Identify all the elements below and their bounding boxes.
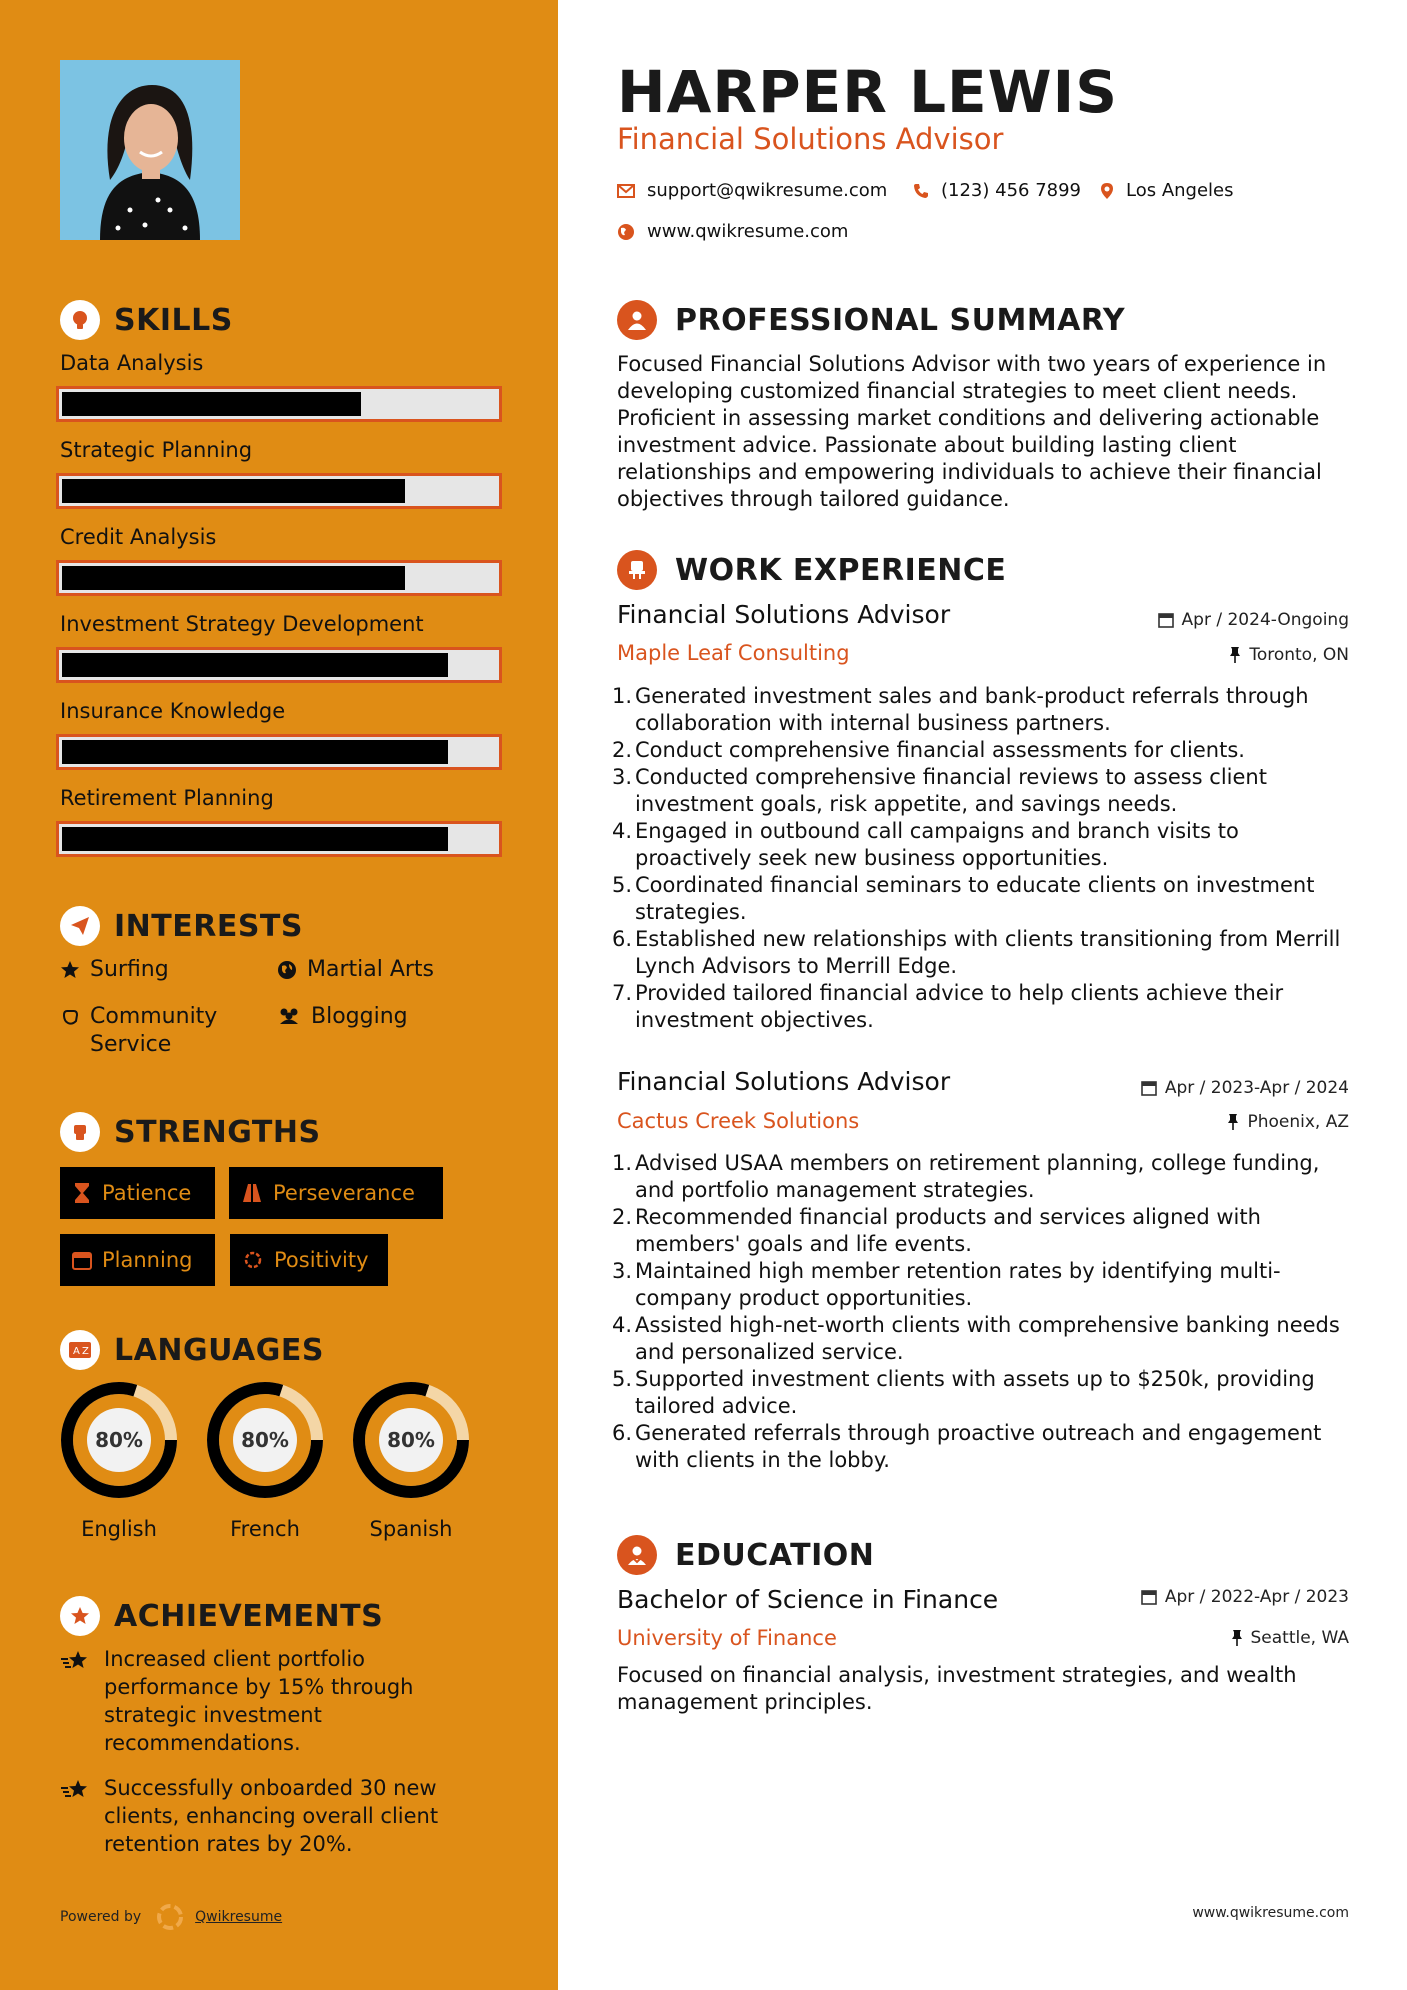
calendar-icon bbox=[1141, 1589, 1157, 1605]
skill-label: Strategic Planning bbox=[60, 438, 253, 462]
candidate-name: HARPER LEWIS bbox=[617, 58, 1118, 126]
language-percent: 80% bbox=[387, 1428, 435, 1452]
contact-location: Los Angeles bbox=[1100, 180, 1234, 201]
bullet-number: 2. bbox=[612, 738, 633, 762]
sidebar bbox=[0, 0, 558, 1990]
job-bullet bbox=[612, 1258, 1352, 1312]
skills-heading: SKILLS bbox=[60, 300, 233, 340]
language-icon bbox=[60, 1330, 100, 1370]
job-bullet bbox=[612, 764, 1352, 818]
bullet-text: Supported investment clients with assets up to $250k, providing tailored advice. bbox=[635, 1367, 1315, 1418]
job-bullet bbox=[612, 926, 1352, 980]
bullet-number: 6. bbox=[612, 927, 633, 951]
language-label: Spanish bbox=[369, 1517, 453, 1541]
bullet-number: 3. bbox=[612, 765, 633, 789]
language-label: French bbox=[230, 1517, 300, 1541]
calendar-icon bbox=[72, 1250, 92, 1270]
svg-text:A: A bbox=[73, 1346, 80, 1357]
bullet-number: 4. bbox=[612, 1313, 633, 1337]
job-bullet bbox=[612, 1312, 1352, 1366]
bullet-text: Recommended financial products and services aligned with members' goals and life events. bbox=[635, 1205, 1261, 1256]
skill-label: Investment Strategy Development bbox=[60, 612, 424, 636]
skill-bar bbox=[56, 734, 502, 770]
bullet-number: 4. bbox=[612, 819, 633, 843]
calendar-icon bbox=[1141, 1080, 1157, 1096]
job-title: Financial Solutions Advisor bbox=[617, 1067, 951, 1096]
language-percent: 80% bbox=[95, 1428, 143, 1452]
job-bullet bbox=[612, 1366, 1352, 1420]
bullet-text: Assisted high-net-worth clients with comprehensive banking needs and personalized service. bbox=[635, 1313, 1340, 1364]
bullet-text: Engaged in outbound call campaigns and branch visits to proactively seek new business opportunities. bbox=[635, 819, 1239, 870]
summary-text: Focused Financial Solutions Advisor with two years of experience in developing customized financial strategies to meet client needs. Proficient in assessing market conditions and delivering actionable investment advice. Passionate about building lasting client relationships and empowering individuals to achieve their financial objectives through tailored guidance. bbox=[617, 352, 1327, 511]
bullet-text: Conducted comprehensive financial reviews to assess client investment goals, risk appetite, and savings needs. bbox=[635, 765, 1267, 816]
job-bullet bbox=[612, 737, 1352, 764]
languages-heading: A Z LANGUAGES bbox=[60, 1330, 324, 1370]
skill-bar-fill bbox=[62, 827, 448, 851]
experience-heading: WORK EXPERIENCE bbox=[617, 550, 1006, 590]
sun-icon bbox=[242, 1249, 264, 1271]
strength-chip: Perseverance bbox=[229, 1167, 443, 1219]
language-ring bbox=[204, 1379, 326, 1501]
job-company: Cactus Creek Solutions bbox=[617, 1109, 860, 1133]
job-date: Apr / 2024-Ongoing bbox=[1158, 610, 1349, 630]
bullet-number: 3. bbox=[612, 1259, 633, 1283]
strength-chip: Planning bbox=[60, 1234, 215, 1286]
pushpin-icon bbox=[1229, 646, 1241, 664]
strengths-heading: STRENGTHS bbox=[60, 1112, 321, 1152]
interests-heading: INTERESTS bbox=[60, 906, 303, 946]
bullet-number: 1. bbox=[612, 1151, 633, 1175]
qwikresume-logo-icon bbox=[155, 1902, 185, 1932]
pushpin-icon bbox=[1227, 1113, 1239, 1131]
hourglass-icon bbox=[72, 1182, 92, 1204]
bullet-number: 6. bbox=[612, 1421, 633, 1445]
shooting-star-icon bbox=[60, 1649, 92, 1673]
fist-icon bbox=[60, 1112, 100, 1152]
bullet-number: 5. bbox=[612, 873, 633, 897]
job-bullet bbox=[612, 980, 1352, 1034]
education-date: Apr / 2022-Apr / 2023 bbox=[1141, 1587, 1349, 1607]
bullet-text: Maintained high member retention rates by identifying multi-company product opportunities. bbox=[635, 1259, 1281, 1310]
job-title: Financial Solutions Advisor bbox=[617, 600, 951, 629]
job-bullet bbox=[612, 683, 1352, 737]
paper-plane-icon bbox=[60, 906, 100, 946]
job-bullet bbox=[612, 1420, 1352, 1474]
job-bullets bbox=[612, 1150, 1352, 1474]
job-company: Maple Leaf Consulting bbox=[617, 641, 850, 665]
language-ring bbox=[350, 1379, 472, 1501]
skill-bar bbox=[56, 560, 502, 596]
job-bullet bbox=[612, 872, 1352, 926]
bullet-text: Advised USAA members on retirement planning, college funding, and portfolio management strategies. bbox=[635, 1151, 1320, 1202]
road-icon bbox=[241, 1183, 263, 1203]
bullet-number: 1. bbox=[612, 684, 633, 708]
education-heading: EDUCATION bbox=[617, 1535, 874, 1575]
calendar-icon bbox=[1158, 612, 1174, 628]
education-text: Focused on financial analysis, investment strategies, and wealth management principles. bbox=[617, 1663, 1297, 1714]
medal-star-icon bbox=[60, 1596, 100, 1636]
education-location: Seattle, WA bbox=[1231, 1628, 1350, 1648]
contact-email[interactable]: support@qwikresume.com bbox=[617, 180, 887, 201]
qwikresume-link[interactable]: Qwikresume bbox=[195, 1909, 283, 1925]
skill-label: Insurance Knowledge bbox=[60, 699, 286, 723]
language-percent: 80% bbox=[241, 1428, 289, 1452]
contact-website[interactable]: www.qwikresume.com bbox=[617, 221, 848, 242]
globe-icon bbox=[277, 960, 297, 980]
briefcase-icon bbox=[617, 550, 657, 590]
skill-label: Data Analysis bbox=[60, 351, 204, 375]
skill-label: Credit Analysis bbox=[60, 525, 217, 549]
hand-icon bbox=[60, 1007, 80, 1027]
skill-bar bbox=[56, 647, 502, 683]
job-date: Apr / 2023-Apr / 2024 bbox=[1141, 1078, 1349, 1098]
strength-chip: Positivity bbox=[230, 1234, 388, 1286]
graduate-icon bbox=[617, 1535, 657, 1575]
skill-bar bbox=[56, 821, 502, 857]
envelope-icon bbox=[617, 184, 635, 198]
skill-bar bbox=[56, 473, 502, 509]
interest-item: Community Service bbox=[60, 1003, 240, 1059]
job-bullet bbox=[612, 818, 1352, 872]
svg-text:Z: Z bbox=[82, 1346, 89, 1357]
strength-chip: Patience bbox=[60, 1167, 215, 1219]
bullet-text: Generated investment sales and bank-product referrals through collaboration with internal business partners. bbox=[635, 684, 1309, 735]
skill-bar-fill bbox=[62, 740, 448, 764]
powered-by: Powered by Qwikresume bbox=[60, 1902, 282, 1932]
interest-item: Surfing bbox=[60, 956, 169, 984]
achievements-heading: ACHIEVEMENTS bbox=[60, 1596, 383, 1636]
globe-icon bbox=[617, 223, 635, 241]
lightbulb-icon bbox=[60, 300, 100, 340]
degree-title: Bachelor of Science in Finance bbox=[617, 1585, 999, 1614]
contact-phone[interactable]: (123) 456 7899 bbox=[913, 180, 1081, 201]
interest-item: Blogging bbox=[277, 1003, 408, 1031]
summary-heading: PROFESSIONAL SUMMARY bbox=[617, 300, 1125, 340]
bullet-text: Coordinated financial seminars to educate clients on investment strategies. bbox=[635, 873, 1315, 924]
language-ring bbox=[58, 1379, 180, 1501]
skill-bar-fill bbox=[62, 566, 405, 590]
skill-bar-fill bbox=[62, 392, 361, 416]
skill-bar-fill bbox=[62, 479, 405, 503]
language-label: English bbox=[81, 1517, 157, 1541]
skill-bar-fill bbox=[62, 653, 448, 677]
job-bullet bbox=[612, 1150, 1352, 1204]
job-bullets bbox=[612, 683, 1352, 1034]
bullet-number: 7. bbox=[612, 981, 633, 1005]
bullet-text: Conduct comprehensive financial assessments for clients. bbox=[635, 738, 1245, 762]
map-pin-icon bbox=[1100, 182, 1114, 200]
pushpin-icon bbox=[1231, 1629, 1243, 1647]
bullet-number: 2. bbox=[612, 1205, 633, 1229]
bullet-text: Established new relationships with clients transitioning from Merrill Lynch Advisors to Merrill Edge. bbox=[635, 927, 1341, 978]
phone-icon bbox=[913, 183, 929, 199]
users-icon bbox=[277, 1007, 301, 1027]
user-icon bbox=[617, 300, 657, 340]
interest-item: Martial Arts bbox=[277, 956, 434, 984]
shooting-star-icon bbox=[60, 1778, 92, 1802]
job-location: Phoenix, AZ bbox=[1227, 1112, 1349, 1132]
bullet-text: Generated referrals through proactive outreach and engagement with clients in the lobby. bbox=[635, 1421, 1322, 1472]
job-location: Toronto, ON bbox=[1229, 645, 1349, 665]
skill-bar bbox=[56, 386, 502, 422]
candidate-role: Financial Solutions Advisor bbox=[617, 122, 1004, 156]
job-bullet bbox=[612, 1204, 1352, 1258]
bullet-number: 5. bbox=[612, 1367, 633, 1391]
achievement-item: Successfully onboarded 30 new clients, enhancing overall client retention rates by 20%. bbox=[60, 1774, 490, 1858]
skill-label: Retirement Planning bbox=[60, 786, 274, 810]
footer-url[interactable]: www.qwikresume.com bbox=[1192, 1905, 1349, 1921]
profile-photo bbox=[60, 60, 240, 240]
achievement-item: Increased client portfolio performance by 15% through strategic investment recommendations. bbox=[60, 1645, 490, 1757]
star-icon bbox=[60, 960, 80, 980]
bullet-text: Provided tailored financial advice to help clients achieve their investment objectives. bbox=[635, 981, 1284, 1032]
school-name: University of Finance bbox=[617, 1626, 837, 1650]
